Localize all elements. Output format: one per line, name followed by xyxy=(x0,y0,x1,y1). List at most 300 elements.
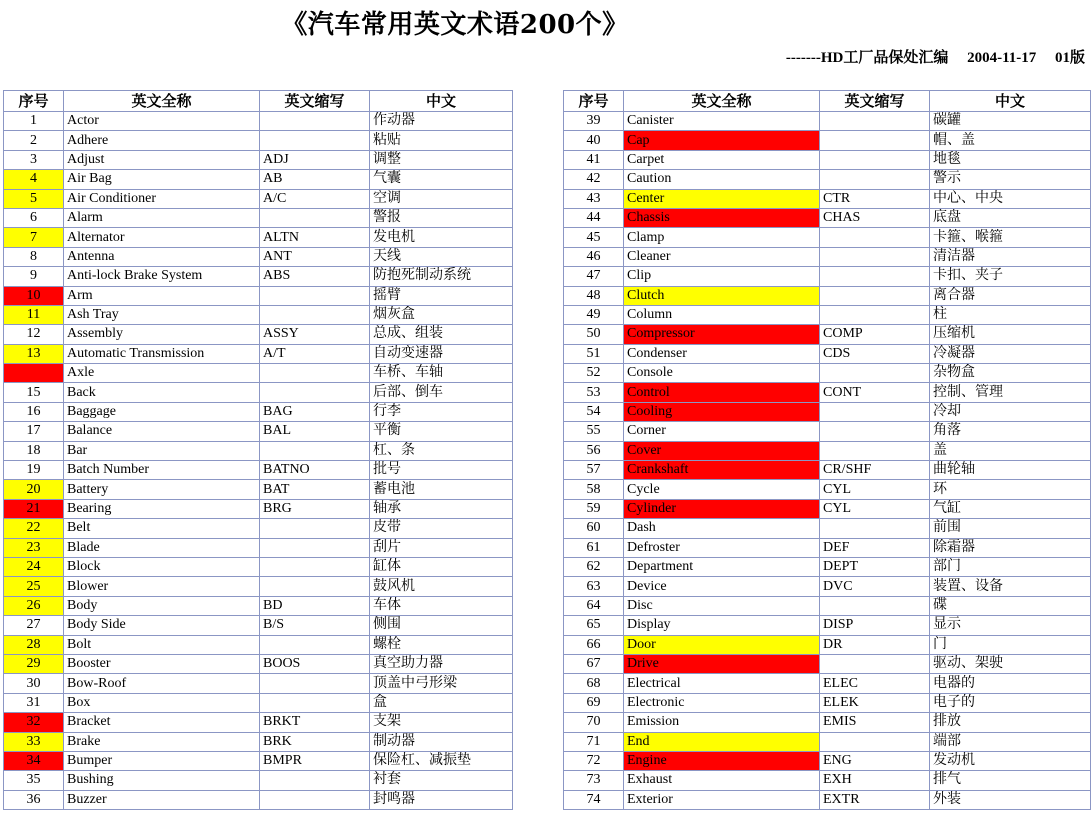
cell-number: 34 xyxy=(4,751,64,770)
table-row xyxy=(4,538,513,557)
cell-full-name: Buzzer xyxy=(64,790,260,809)
cell-chinese: 电子的 xyxy=(930,693,1091,712)
table-header-row xyxy=(564,91,1091,112)
cell-full-name: Brake xyxy=(64,732,260,751)
cell-number: 17 xyxy=(4,422,64,441)
page-subtitle: -------HD工厂品保处汇编 2004-11-17 01版 xyxy=(785,50,1085,66)
cell-number: 25 xyxy=(4,577,64,596)
cell-number: 52 xyxy=(564,364,624,383)
cell-chinese: 摇臂 xyxy=(370,286,513,305)
cell-number: 24 xyxy=(4,557,64,576)
cell-abbreviation: ABS xyxy=(260,267,370,286)
cell-number: 60 xyxy=(564,519,624,538)
cell-number: 55 xyxy=(564,422,624,441)
cell-abbreviation xyxy=(820,654,930,673)
cell-number: 31 xyxy=(4,693,64,712)
table-row xyxy=(564,499,1091,518)
cell-chinese: 皮带 xyxy=(370,519,513,538)
cell-abbreviation xyxy=(260,790,370,809)
cell-number: 6 xyxy=(4,208,64,227)
cell-number: 9 xyxy=(4,267,64,286)
cell-full-name: Booster xyxy=(64,654,260,673)
cell-chinese: 门 xyxy=(930,635,1091,654)
cell-full-name: Clip xyxy=(624,267,820,286)
cell-abbreviation: ADJ xyxy=(260,150,370,169)
cell-full-name: Back xyxy=(64,383,260,402)
table-row xyxy=(4,383,513,402)
cell-number: 54 xyxy=(564,402,624,421)
table-row xyxy=(4,150,513,169)
cell-number: 4 xyxy=(4,170,64,189)
cell-chinese: 天线 xyxy=(370,247,513,266)
cell-full-name: Crankshaft xyxy=(624,461,820,480)
cell-full-name: Emission xyxy=(624,713,820,732)
cell-number: 57 xyxy=(564,461,624,480)
cell-abbreviation: BAT xyxy=(260,480,370,499)
cell-chinese: 平衡 xyxy=(370,422,513,441)
cell-abbreviation xyxy=(260,577,370,596)
cell-number: 39 xyxy=(564,112,624,131)
cell-abbreviation: B/S xyxy=(260,616,370,635)
cell-abbreviation: DEPT xyxy=(820,557,930,576)
cell-chinese: 粘贴 xyxy=(370,131,513,150)
cell-number: 74 xyxy=(564,790,624,809)
cell-full-name: Compressor xyxy=(624,325,820,344)
cell-full-name: Anti-lock Brake System xyxy=(64,267,260,286)
table-row xyxy=(564,732,1091,751)
cell-abbreviation: CTR xyxy=(820,189,930,208)
table-row xyxy=(564,616,1091,635)
cell-number: 33 xyxy=(4,732,64,751)
cell-abbreviation xyxy=(260,635,370,654)
cell-full-name: Blade xyxy=(64,538,260,557)
cell-number: 35 xyxy=(4,771,64,790)
cell-number: 51 xyxy=(564,344,624,363)
cell-full-name: Body xyxy=(64,596,260,615)
cell-full-name: Device xyxy=(624,577,820,596)
cell-abbreviation: CR/SHF xyxy=(820,461,930,480)
cell-abbreviation xyxy=(260,131,370,150)
cell-number: 69 xyxy=(564,693,624,712)
table-row xyxy=(4,635,513,654)
cell-full-name: Balance xyxy=(64,422,260,441)
table-row xyxy=(4,790,513,809)
cell-abbreviation xyxy=(260,112,370,131)
cell-abbreviation: CHAS xyxy=(820,208,930,227)
cell-chinese: 控制、管理 xyxy=(930,383,1091,402)
cell-number: 41 xyxy=(564,150,624,169)
table-row xyxy=(4,751,513,770)
table-row xyxy=(564,170,1091,189)
cell-abbreviation xyxy=(820,267,930,286)
table-row xyxy=(4,654,513,673)
cell-number: 21 xyxy=(4,499,64,518)
table-row xyxy=(4,713,513,732)
cell-abbreviation xyxy=(260,557,370,576)
cell-number: 46 xyxy=(564,247,624,266)
cell-abbreviation xyxy=(820,286,930,305)
cell-chinese: 前围 xyxy=(930,519,1091,538)
table-row xyxy=(564,596,1091,615)
cell-chinese: 真空助力器 xyxy=(370,654,513,673)
cell-chinese: 端部 xyxy=(930,732,1091,751)
table-row xyxy=(4,228,513,247)
table-row xyxy=(4,344,513,363)
table-row xyxy=(564,131,1091,150)
cell-abbreviation xyxy=(260,771,370,790)
cell-chinese: 保险杠、减振垫 xyxy=(370,751,513,770)
cell-chinese: 鼓风机 xyxy=(370,577,513,596)
cell-abbreviation: DEF xyxy=(820,538,930,557)
header-no: 序号 xyxy=(4,91,64,112)
table-row xyxy=(4,461,513,480)
cell-full-name: Blower xyxy=(64,577,260,596)
cell-chinese: 顶盖中弓形梁 xyxy=(370,674,513,693)
cell-number: 13 xyxy=(4,344,64,363)
table-row xyxy=(564,635,1091,654)
cell-abbreviation: EXTR xyxy=(820,790,930,809)
cell-full-name: Body Side xyxy=(64,616,260,635)
cell-full-name: Adjust xyxy=(64,150,260,169)
cell-abbreviation xyxy=(260,519,370,538)
cell-chinese: 冷却 xyxy=(930,402,1091,421)
cell-number: 12 xyxy=(4,325,64,344)
cell-abbreviation: BRKT xyxy=(260,713,370,732)
cell-full-name: Air Bag xyxy=(64,170,260,189)
cell-chinese: 离合器 xyxy=(930,286,1091,305)
cell-abbreviation: BAG xyxy=(260,402,370,421)
cell-abbreviation xyxy=(260,305,370,324)
cell-full-name: Cooling xyxy=(624,402,820,421)
cell-chinese: 行李 xyxy=(370,402,513,421)
cell-abbreviation xyxy=(260,208,370,227)
table-row xyxy=(4,286,513,305)
cell-chinese: 烟灰盒 xyxy=(370,305,513,324)
table-row xyxy=(564,693,1091,712)
table-row xyxy=(4,131,513,150)
cell-number: 59 xyxy=(564,499,624,518)
cell-number: 7 xyxy=(4,228,64,247)
cell-chinese: 警示 xyxy=(930,170,1091,189)
cell-full-name: Alternator xyxy=(64,228,260,247)
cell-full-name: Bar xyxy=(64,441,260,460)
cell-full-name: End xyxy=(624,732,820,751)
cell-abbreviation xyxy=(260,441,370,460)
table-row xyxy=(564,557,1091,576)
header-chinese: 中文 xyxy=(930,91,1091,112)
cell-full-name: Department xyxy=(624,557,820,576)
cell-full-name: Corner xyxy=(624,422,820,441)
cell-number: 28 xyxy=(4,635,64,654)
cell-full-name: Chassis xyxy=(624,208,820,227)
cell-number: 26 xyxy=(4,596,64,615)
table-row xyxy=(564,325,1091,344)
cell-chinese: 卡扣、夹子 xyxy=(930,267,1091,286)
cell-full-name: Arm xyxy=(64,286,260,305)
table-row xyxy=(4,616,513,635)
cell-chinese: 杂物盒 xyxy=(930,364,1091,383)
cell-abbreviation: A/C xyxy=(260,189,370,208)
table-row xyxy=(564,654,1091,673)
cell-number: 16 xyxy=(4,402,64,421)
table-row xyxy=(4,208,513,227)
table-row xyxy=(564,247,1091,266)
cell-number: 56 xyxy=(564,441,624,460)
cell-abbreviation: BD xyxy=(260,596,370,615)
table-row xyxy=(564,383,1091,402)
cell-number: 2 xyxy=(4,131,64,150)
cell-full-name: Center xyxy=(624,189,820,208)
cell-full-name: Disc xyxy=(624,596,820,615)
cell-number: 44 xyxy=(564,208,624,227)
cell-chinese: 自动变速器 xyxy=(370,344,513,363)
cell-full-name: Carpet xyxy=(624,150,820,169)
cell-full-name: Electrical xyxy=(624,674,820,693)
table-row xyxy=(564,228,1091,247)
cell-number: 42 xyxy=(564,170,624,189)
cell-abbreviation: DVC xyxy=(820,577,930,596)
cell-chinese: 调整 xyxy=(370,150,513,169)
cell-number: 66 xyxy=(564,635,624,654)
cell-abbreviation xyxy=(820,247,930,266)
table-row xyxy=(564,790,1091,809)
cell-chinese: 柱 xyxy=(930,305,1091,324)
cell-full-name: Column xyxy=(624,305,820,324)
cell-full-name: Block xyxy=(64,557,260,576)
cell-chinese: 排放 xyxy=(930,713,1091,732)
table-row xyxy=(564,713,1091,732)
cell-abbreviation xyxy=(820,112,930,131)
cell-full-name: Clutch xyxy=(624,286,820,305)
cell-chinese: 角落 xyxy=(930,422,1091,441)
cell-number: 11 xyxy=(4,305,64,324)
cell-abbreviation: COMP xyxy=(820,325,930,344)
cell-chinese: 电器的 xyxy=(930,674,1091,693)
table-row xyxy=(564,267,1091,286)
cell-full-name: Bow-Roof xyxy=(64,674,260,693)
cell-abbreviation xyxy=(260,286,370,305)
cell-full-name: Assembly xyxy=(64,325,260,344)
cell-abbreviation: EXH xyxy=(820,771,930,790)
header-full-name: 英文全称 xyxy=(64,91,260,112)
cell-number: 19 xyxy=(4,461,64,480)
page-title: 《汽车常用英文术语200个》 xyxy=(281,10,629,40)
cell-abbreviation: ALTN xyxy=(260,228,370,247)
cell-abbreviation: AB xyxy=(260,170,370,189)
cell-chinese: 气囊 xyxy=(370,170,513,189)
cell-abbreviation xyxy=(820,364,930,383)
cell-full-name: Defroster xyxy=(624,538,820,557)
cell-full-name: Air Conditioner xyxy=(64,189,260,208)
cell-number: 64 xyxy=(564,596,624,615)
cell-abbreviation xyxy=(820,150,930,169)
cell-full-name: Actor xyxy=(64,112,260,131)
table-row xyxy=(564,305,1091,324)
cell-abbreviation xyxy=(260,383,370,402)
cell-number: 36 xyxy=(4,790,64,809)
table-row xyxy=(564,189,1091,208)
cell-chinese: 底盘 xyxy=(930,208,1091,227)
table-row xyxy=(4,693,513,712)
cell-abbreviation xyxy=(260,693,370,712)
cell-full-name: Door xyxy=(624,635,820,654)
table-row xyxy=(564,480,1091,499)
cell-full-name: Adhere xyxy=(64,131,260,150)
cell-abbreviation: BMPR xyxy=(260,751,370,770)
cell-full-name: Engine xyxy=(624,751,820,770)
table-row xyxy=(4,247,513,266)
cell-number: 50 xyxy=(564,325,624,344)
cell-abbreviation: BATNO xyxy=(260,461,370,480)
cell-full-name: Condenser xyxy=(624,344,820,363)
header-abbreviation: 英文缩写 xyxy=(820,91,930,112)
table-row xyxy=(564,441,1091,460)
table-row xyxy=(4,596,513,615)
cell-number: 72 xyxy=(564,751,624,770)
cell-number: 27 xyxy=(4,616,64,635)
cell-full-name: Automatic Transmission xyxy=(64,344,260,363)
cell-abbreviation xyxy=(820,732,930,751)
cell-full-name: Bushing xyxy=(64,771,260,790)
cell-chinese: 发电机 xyxy=(370,228,513,247)
cell-full-name: Baggage xyxy=(64,402,260,421)
cell-chinese: 碟 xyxy=(930,596,1091,615)
cell-number: 48 xyxy=(564,286,624,305)
cell-chinese: 冷凝器 xyxy=(930,344,1091,363)
cell-full-name: Console xyxy=(624,364,820,383)
cell-full-name: Bolt xyxy=(64,635,260,654)
table-row xyxy=(564,422,1091,441)
cell-abbreviation: ASSY xyxy=(260,325,370,344)
cell-number: 22 xyxy=(4,519,64,538)
cell-number: 61 xyxy=(564,538,624,557)
table-row xyxy=(564,577,1091,596)
cell-chinese: 缸体 xyxy=(370,557,513,576)
cell-chinese: 支架 xyxy=(370,713,513,732)
cell-chinese: 排气 xyxy=(930,771,1091,790)
cell-chinese: 车体 xyxy=(370,596,513,615)
cell-abbreviation: ELEC xyxy=(820,674,930,693)
cell-number: 1 xyxy=(4,112,64,131)
table-row xyxy=(4,267,513,286)
cell-number: 68 xyxy=(564,674,624,693)
table-row xyxy=(564,344,1091,363)
cell-abbreviation: DISP xyxy=(820,616,930,635)
table-row xyxy=(564,364,1091,383)
cell-chinese: 曲轮轴 xyxy=(930,461,1091,480)
table-row xyxy=(4,422,513,441)
cell-chinese: 作动器 xyxy=(370,112,513,131)
cell-chinese: 卡箍、喉箍 xyxy=(930,228,1091,247)
table-row xyxy=(564,208,1091,227)
table-header-row xyxy=(4,91,513,112)
cell-abbreviation: A/T xyxy=(260,344,370,363)
header-chinese: 中文 xyxy=(370,91,513,112)
cell-number: 32 xyxy=(4,713,64,732)
cell-number: 71 xyxy=(564,732,624,751)
cell-full-name: Clamp xyxy=(624,228,820,247)
cell-chinese: 碳罐 xyxy=(930,112,1091,131)
cell-abbreviation xyxy=(260,538,370,557)
cell-abbreviation: CYL xyxy=(820,499,930,518)
table-row xyxy=(564,751,1091,770)
cell-chinese: 地毯 xyxy=(930,150,1091,169)
table-row xyxy=(4,364,513,383)
cell-chinese: 空调 xyxy=(370,189,513,208)
cell-number: 73 xyxy=(564,771,624,790)
cell-chinese: 杠、条 xyxy=(370,441,513,460)
cell-abbreviation xyxy=(820,131,930,150)
cell-chinese: 蓄电池 xyxy=(370,480,513,499)
cell-chinese: 总成、组装 xyxy=(370,325,513,344)
cell-abbreviation: CDS xyxy=(820,344,930,363)
header-abbreviation: 英文缩写 xyxy=(260,91,370,112)
cell-full-name: Cycle xyxy=(624,480,820,499)
cell-abbreviation xyxy=(260,674,370,693)
table-row xyxy=(4,732,513,751)
cell-full-name: Bearing xyxy=(64,499,260,518)
cell-full-name: Cover xyxy=(624,441,820,460)
table-row xyxy=(4,170,513,189)
cell-chinese: 环 xyxy=(930,480,1091,499)
cell-chinese: 帽、盖 xyxy=(930,131,1091,150)
cell-number: 58 xyxy=(564,480,624,499)
cell-number: 43 xyxy=(564,189,624,208)
cell-number: 49 xyxy=(564,305,624,324)
cell-full-name: Canister xyxy=(624,112,820,131)
cell-full-name: Exhaust xyxy=(624,771,820,790)
cell-number: 53 xyxy=(564,383,624,402)
cell-abbreviation: BOOS xyxy=(260,654,370,673)
cell-chinese: 警报 xyxy=(370,208,513,227)
header-no: 序号 xyxy=(564,91,624,112)
cell-chinese: 气缸 xyxy=(930,499,1091,518)
cell-full-name: Axle xyxy=(64,364,260,383)
cell-chinese: 除霜器 xyxy=(930,538,1091,557)
cell-number: 30 xyxy=(4,674,64,693)
cell-chinese: 封鸣器 xyxy=(370,790,513,809)
cell-chinese: 螺栓 xyxy=(370,635,513,654)
table-row xyxy=(564,538,1091,557)
header-full-name: 英文全称 xyxy=(624,91,820,112)
cell-abbreviation: CONT xyxy=(820,383,930,402)
table-row xyxy=(4,674,513,693)
cell-abbreviation xyxy=(260,364,370,383)
table-row xyxy=(564,519,1091,538)
cell-full-name: Bracket xyxy=(64,713,260,732)
cell-number: 29 xyxy=(4,654,64,673)
cell-full-name: Belt xyxy=(64,519,260,538)
cell-chinese: 车桥、车轴 xyxy=(370,364,513,383)
cell-number: 65 xyxy=(564,616,624,635)
cell-chinese: 中心、中央 xyxy=(930,189,1091,208)
cell-full-name: Caution xyxy=(624,170,820,189)
cell-abbreviation: ANT xyxy=(260,247,370,266)
table-row xyxy=(564,112,1091,131)
cell-abbreviation xyxy=(820,402,930,421)
cell-chinese: 部门 xyxy=(930,557,1091,576)
cell-full-name: Drive xyxy=(624,654,820,673)
cell-number: 23 xyxy=(4,538,64,557)
table-row xyxy=(4,402,513,421)
cell-number: 15 xyxy=(4,383,64,402)
table-row xyxy=(564,674,1091,693)
cell-chinese: 批号 xyxy=(370,461,513,480)
cell-chinese: 驱动、架驶 xyxy=(930,654,1091,673)
cell-number: 10 xyxy=(4,286,64,305)
cell-full-name: Cleaner xyxy=(624,247,820,266)
table-row xyxy=(4,480,513,499)
